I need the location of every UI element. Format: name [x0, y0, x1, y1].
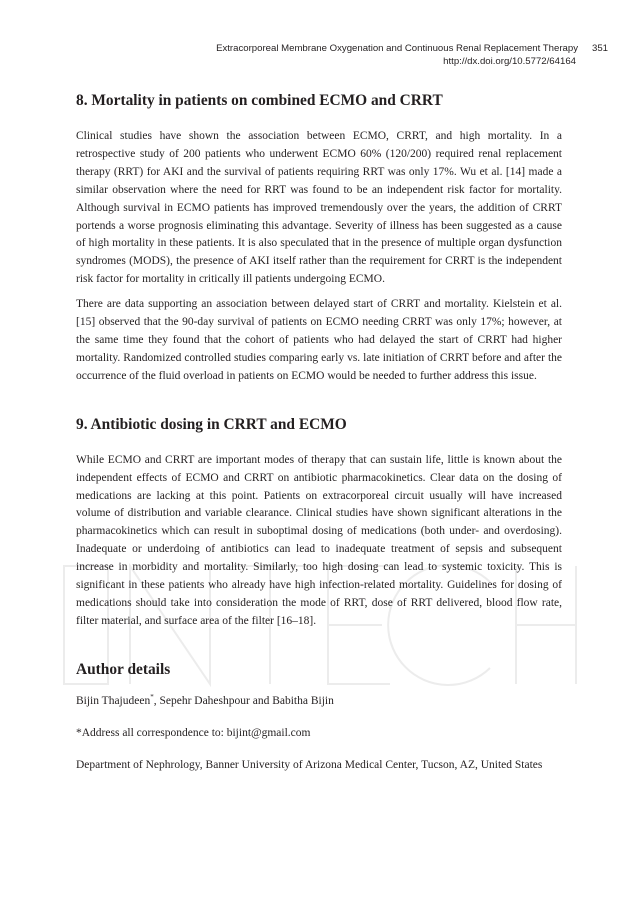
running-title: Extracorporeal Membrane Oxygenation and Continuous Renal Replacement Therapy [216, 43, 578, 54]
affiliation-line: Department of Nephrology, Banner University of Arizona Medical Center, Tucson, AZ, United States [76, 758, 543, 771]
doi-link[interactable]: http://dx.doi.org/10.5772/64164 [443, 56, 576, 67]
corresponding-mark: * [150, 692, 154, 701]
section-8-paragraph: There are data supporting an association between delayed start of CRRT and mortality. Kielstein et al. [15] observed that the 90-day survival of patients on ECMO needing CRRT was only 17%; however, at the same time they found that the cohort of patients who had delayed the start of CRRT had higher mortality. Randomized controlled studies comparing early vs. late initiation of CRRT before and after the occurrence of the fluid overload in patients on ECMO would be needed to further address this issue. [76, 298, 562, 382]
correspondence-line: *Address all correspondence to: bijint@gmail.com [76, 726, 311, 739]
author-details-heading: Author details [76, 660, 171, 678]
section-9-heading: 9. Antibiotic dosing in CRRT and ECMO [76, 415, 347, 433]
section-9-paragraph: While ECMO and CRRT are important modes of therapy that can sustain life, little is known about the independent effects of ECMO and CRRT on antibiotic pharmacokinetics. Clear data on the dosing of medications are lacking at this point. Patients on extracorporeal circuit usually will have increased volume of distribution and variable clearance. Clinical studies have shown significant alterations in the pharmacokinetics which can result in suboptimal dosing of medications (both under- and overdosing). Inadequate or underdoing of antibiotics can lead to inadequate treatment of sepsis and subsequent increase in morbidity and mortality. Similarly, too high dosing can lead to systemic toxicity. This is significant in these patients who already have high infection-related mortality. Guidelines for dosing of medications should take into consideration the mode of RRT, dose of RRT delivered, blood flow rate, filter material, and surface area of the filter [16–18]. [76, 453, 562, 627]
section-8-heading: 8. Mortality in patients on combined ECMO and CRRT [76, 92, 443, 109]
author-name: Bijin Thajudeen [76, 694, 151, 707]
running-header [216, 42, 608, 68]
page-number: 351 [591, 43, 608, 54]
author-list [76, 693, 562, 711]
page-body [76, 92, 562, 788]
section-8-paragraph: Clinical studies have shown the association between ECMO, CRRT, and high mortality. In a retrospective study of 200 patients who underwent ECMO 60% (120/200) required renal replacement therapy (RRT) for AKI and the survival of patients requiring RRT was only 17%. Wu et al. [14] made a similar observation where the need for RRT was found to be an independent risk factor for mortality. Although survival in ECMO patients has improved tremendously over the years, the addition of CRRT portends a worse prognosis eliminating this advantage. Severity of illness has been suggested as a cause of high mortality in these patients. It is also speculated that in the presence of multiple organ dysfunction syndromes (MODS), the presence of AKI itself rather than the requirement for CRRT is the independent risk factor for mortality in critically ill patients undergoing ECMO. [76, 130, 562, 286]
co-authors: , Sepehr Daheshpour and Babitha Bijin [153, 694, 334, 707]
